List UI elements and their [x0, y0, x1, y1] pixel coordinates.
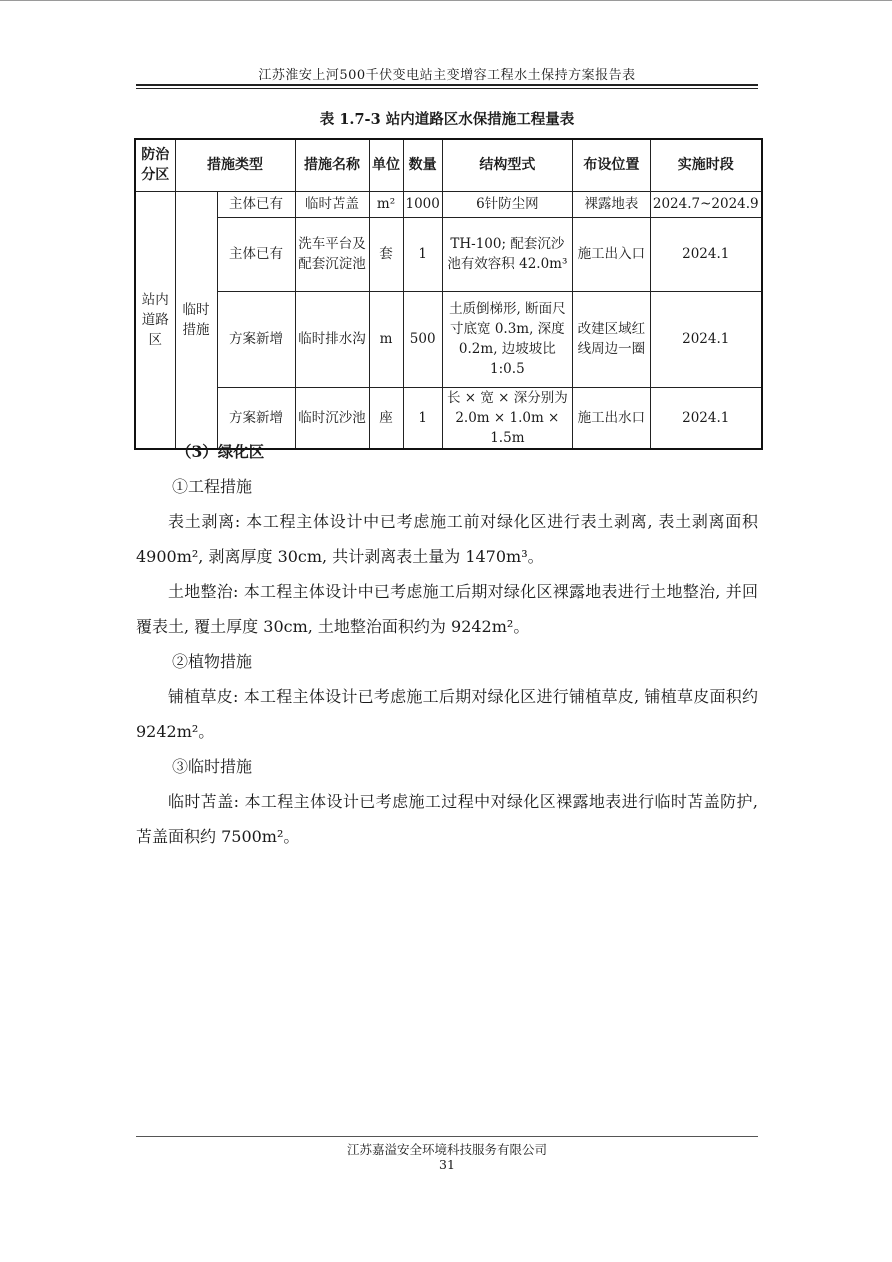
cell-structure: TH-100; 配套沉沙池有效容积 42.0m³	[442, 217, 572, 291]
footer-rule	[136, 1136, 758, 1137]
subheading-temporary: ③临时措施	[172, 757, 253, 776]
cell-location: 施工出入口	[572, 217, 650, 291]
page-top-border	[0, 0, 892, 1]
subheading-plant: ②植物措施	[172, 652, 253, 671]
cell-name: 临时苫盖	[295, 191, 369, 217]
table-row	[135, 191, 762, 217]
cell-period: 2024.1	[650, 217, 761, 291]
cell-type: 主体已有	[217, 217, 295, 291]
header-rule	[136, 84, 758, 86]
cell-name: 洗车平台及配套沉淀池	[295, 217, 369, 291]
cell-location: 裸露地表	[572, 191, 650, 217]
header-location: 布设位置	[572, 139, 650, 191]
page-number: 31	[439, 1157, 455, 1172]
table-row	[135, 217, 762, 291]
footer-company: 江苏嘉溢安全环境科技服务有限公司	[346, 1142, 547, 1157]
cell-structure: 土质倒梯形, 断面尺寸底宽 0.3m, 深度 0.2m, 边坡坡比 1:0.5	[442, 291, 572, 387]
header-qty: 数量	[403, 139, 442, 191]
cell-unit: m	[369, 291, 403, 387]
paragraph-topsoil-stripping: 表土剥离: 本工程主体设计中已考虑施工前对绿化区进行表土剥离, 表土剥离面积 4900m², 剥离厚度 30cm, 共计剥离表土量为 1470m³。	[136, 512, 758, 566]
cell-unit: 座	[369, 387, 403, 449]
table-row	[135, 291, 762, 387]
cell-qty: 1	[403, 217, 442, 291]
paragraph-land-remediation: 土地整治: 本工程主体设计中已考虑施工后期对绿化区裸露地表进行土地整治, 并回覆表土, 覆土厚度 30cm, 土地整治面积约为 9242m²。	[136, 582, 758, 636]
header-period: 实施时段	[650, 139, 761, 191]
header-unit: 单位	[369, 139, 403, 191]
table-header-row	[135, 139, 762, 191]
zone-cell: 站内道路区	[135, 191, 175, 449]
header-name: 措施名称	[295, 139, 369, 191]
cell-period: 2024.1	[650, 387, 761, 449]
category-cell: 临时措施	[175, 191, 217, 449]
cell-type: 方案新增	[217, 291, 295, 387]
cell-name: 临时排水沟	[295, 291, 369, 387]
paragraph-turf-planting: 铺植草皮: 本工程主体设计已考虑施工后期对绿化区进行铺植草皮, 铺植草皮面积约 9242m²。	[136, 687, 758, 741]
header-type: 措施类型	[175, 139, 295, 191]
subheading-engineering: ①工程措施	[172, 477, 253, 496]
cell-type: 方案新增	[217, 387, 295, 449]
paragraph-temporary-cover: 临时苫盖: 本工程主体设计已考虑施工过程中对绿化区裸露地表进行临时苫盖防护, 苫盖面积约 7500m²。	[136, 792, 758, 846]
cell-location: 改建区域红线周边一圈	[572, 291, 650, 387]
header-zone: 防治分区	[135, 139, 175, 191]
header-structure: 结构型式	[442, 139, 572, 191]
cell-unit: 套	[369, 217, 403, 291]
cell-structure: 长 × 宽 × 深分别为 2.0m × 1.0m × 1.5m	[442, 387, 572, 449]
cell-period: 2024.7~2024.9	[650, 191, 761, 217]
cell-period: 2024.1	[650, 291, 761, 387]
header-rule-thin	[136, 88, 758, 89]
cell-qty: 1	[403, 387, 442, 449]
cell-name: 临时沉沙池	[295, 387, 369, 449]
cell-structure: 6针防尘网	[442, 191, 572, 217]
page-header-title: 江苏淮安上河500千伏变电站主变增容工程水土保持方案报告表	[258, 68, 636, 83]
cell-type: 主体已有	[217, 191, 295, 217]
table-caption: 表 1.7-3 站内道路区水保措施工程量表	[319, 111, 575, 128]
cell-location: 施工出水口	[572, 387, 650, 449]
cell-qty: 1000	[403, 191, 442, 217]
cell-qty: 500	[403, 291, 442, 387]
measures-table	[134, 138, 763, 450]
section-title: （3）绿化区	[176, 442, 265, 461]
cell-unit: m²	[369, 191, 403, 217]
